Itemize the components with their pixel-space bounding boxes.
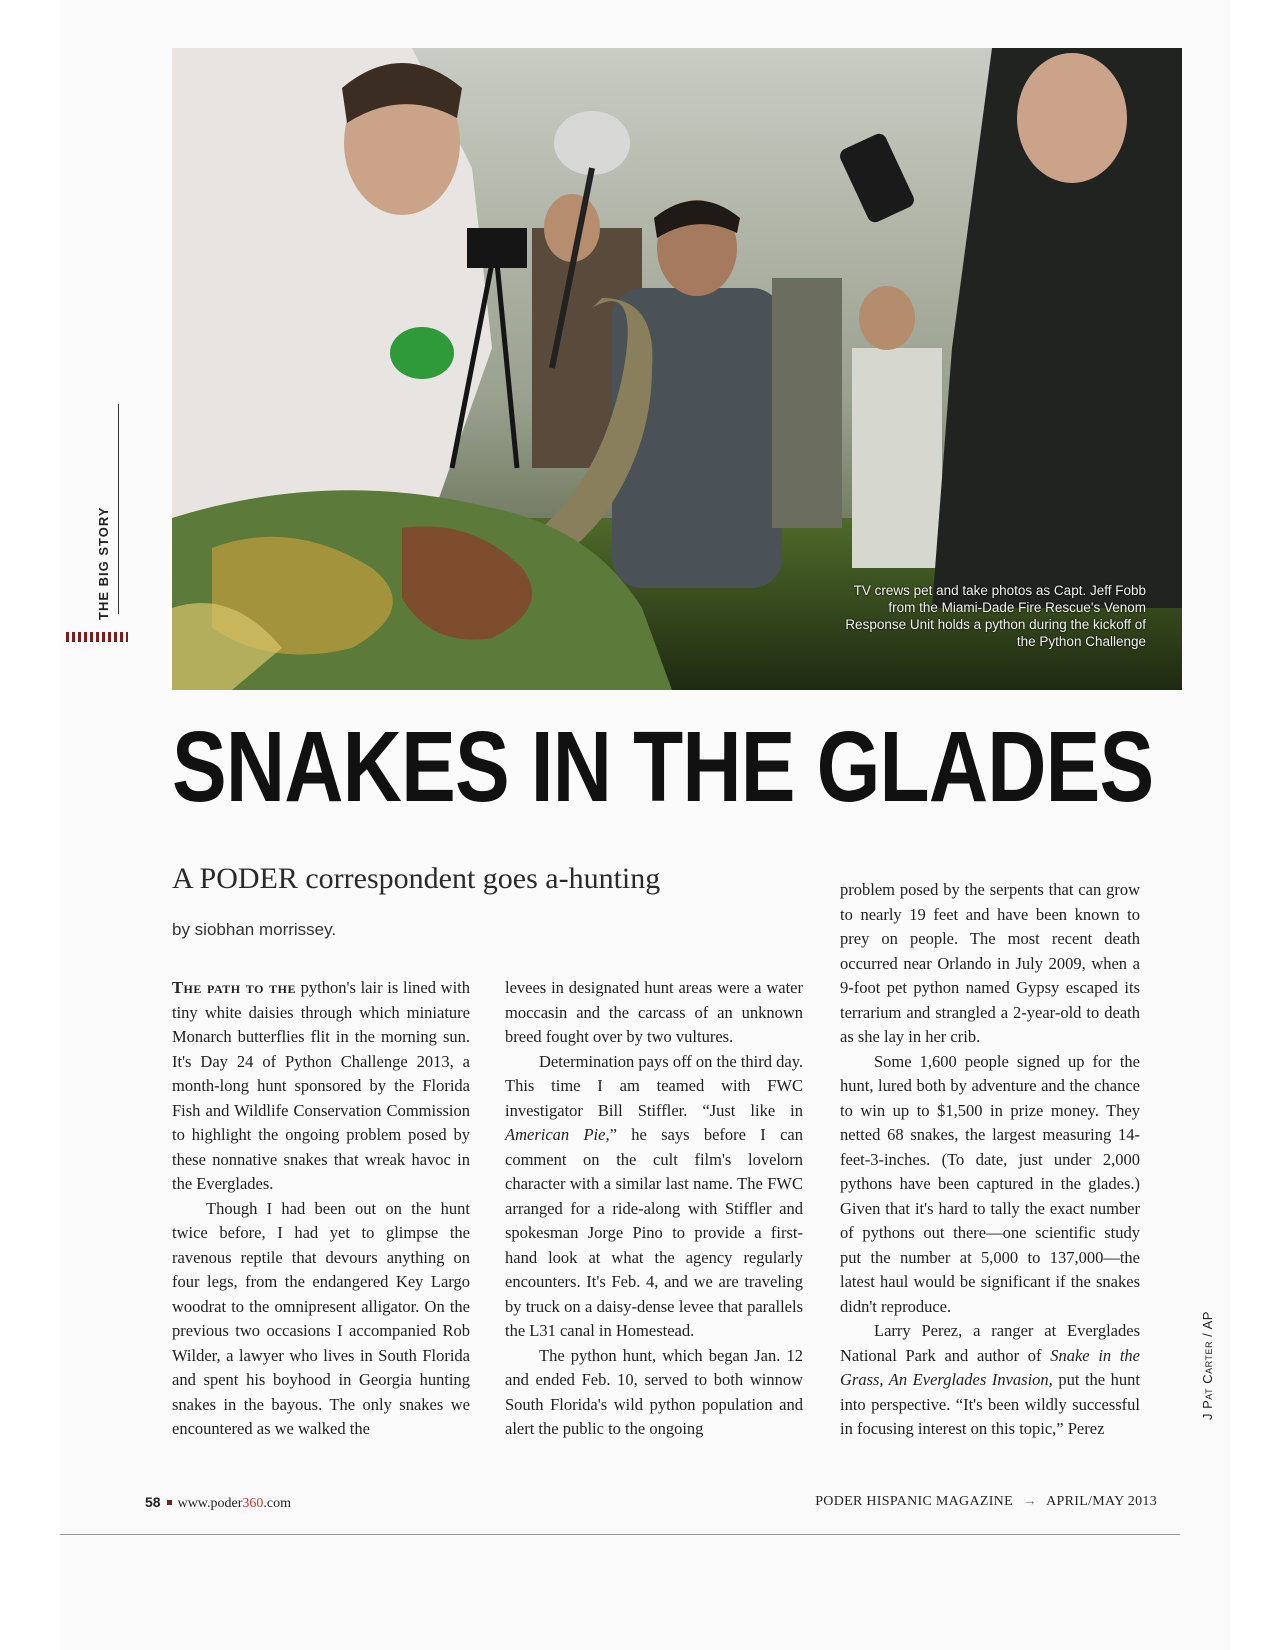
section-rule xyxy=(118,404,119,614)
bullet-separator xyxy=(167,1500,172,1505)
footer-page-info xyxy=(145,1494,291,1512)
paragraph-text: Larry Perez, a ranger at Everglades National Park and author of xyxy=(840,1321,1140,1365)
lead-photo xyxy=(172,48,1182,690)
book-title: Snake in the Grass, An Everglades Invasion, xyxy=(840,1345,1141,1389)
section-marker-bars xyxy=(66,632,128,642)
paragraph: problem posed by the serpents that can grow to nearly 19 feet and have been known to prey on people. The most recent death occurred near Orlando in July 2009, when a 9-foot pet python named Gypsy escaped its terrarium and strangled a 2-year-old to death as she lay in her crib. xyxy=(840,880,1140,1046)
article-column-2 xyxy=(505,976,803,1442)
page-number: 58 xyxy=(145,1494,161,1510)
article-headline: SNAKES IN THE GLADES xyxy=(172,711,1154,823)
footer-divider xyxy=(60,1534,1180,1535)
paragraph xyxy=(840,1319,1140,1442)
issue-date: APRIL/MAY 2013 xyxy=(1046,1494,1157,1509)
section-label: THE BIG STORY xyxy=(96,506,111,620)
paragraph-text: put the hunt into perspective. “It's been wildly successful in focusing interest on this topic,” Perez xyxy=(840,1370,1140,1438)
paragraph-text: python's lair is lined with tiny white daisies through which miniature Monarch butterflies flit in the morning sun. It's Day 24 of Python Challenge 2013, a month-long hunt sponsored by the Florida Fish and Wildlife Conservation Commission to highlight the ongoing problem posed by these nonnative snakes that wreak havoc in the Everglades. xyxy=(172,978,471,1193)
article-column-1 xyxy=(172,976,470,1442)
paragraph xyxy=(172,976,470,1197)
paragraph: Though I had been out on the hunt twice before, I had yet to glimpse the ravenous reptile that devours anything on four legs, from the endangered Key Largo woodrat to the omnipresent alligator. On the previous two occasions I accompanied Rob Wilder, a lawyer who lives in South Florida and spent his boyhood in Georgia hunting snakes in the bayous. The only snakes we encountered as we walked the xyxy=(172,1198,470,1438)
photo-credit: J Pat Carter / AP xyxy=(1200,1311,1215,1420)
arrow-icon: → xyxy=(1022,1494,1038,1509)
paragraph: Some 1,600 people signed up for the hunt, lured both by adventure and the chance to win up to $1,500 in prize money. They netted 68 snakes, the largest measuring 14-feet-3-inches. (To date, just under 2,000 pythons have been captured in the glades.) Given that it's hard to tally the exact number of pythons out there—one scientific study put the number at 5,000 to 137,000—the latest haul would be significant if the snakes didn't reproduce. xyxy=(840,1051,1140,1316)
publication-name: PODER HISPANIC MAGAZINE xyxy=(815,1494,1013,1509)
paragraph-text: Determination pays off on the third day. This time I am teamed with FWC investigator Bill Stiffler. “Just like in xyxy=(505,1051,803,1120)
footer-url[interactable]: www.poder360.com xyxy=(177,1496,291,1511)
photo-caption: TV crews pet and take photos as Capt. Jeff Fobb from the Miami-Dade Fire Rescue's Venom Response Unit holds a python during the kickoff of the Python Challenge xyxy=(845,583,1146,649)
drop-lead: The path to the xyxy=(172,978,296,997)
footer-publication xyxy=(815,1494,1157,1510)
paragraph: levees in designated hunt areas were a water moccasin and the carcass of an unknown breed fought over by two vultures. xyxy=(505,978,803,1046)
paragraph: The python hunt, which began Jan. 12 and ended Feb. 10, served to both winnow South Florida's wild python population and alert the public to the ongoing xyxy=(505,1345,803,1438)
article-column-3 xyxy=(840,878,1140,1442)
article-dek: A PODER correspondent goes a-hunting xyxy=(172,862,661,895)
paragraph xyxy=(505,1050,803,1344)
film-title: American Pie, xyxy=(505,1125,610,1144)
paragraph-text: ” he says before I can comment on the cult film's lovelorn character with a similar last name. The FWC arranged for a ride-along with Stiffler and spokesman Jorge Pino to provide a first-hand look at what the agency regularly encounters. It's Feb. 4, and we are traveling by truck on a daisy-dense levee that parallels the L31 canal in Homestead. xyxy=(505,1125,803,1340)
article-byline: by siobhan morrissey. xyxy=(172,920,337,939)
